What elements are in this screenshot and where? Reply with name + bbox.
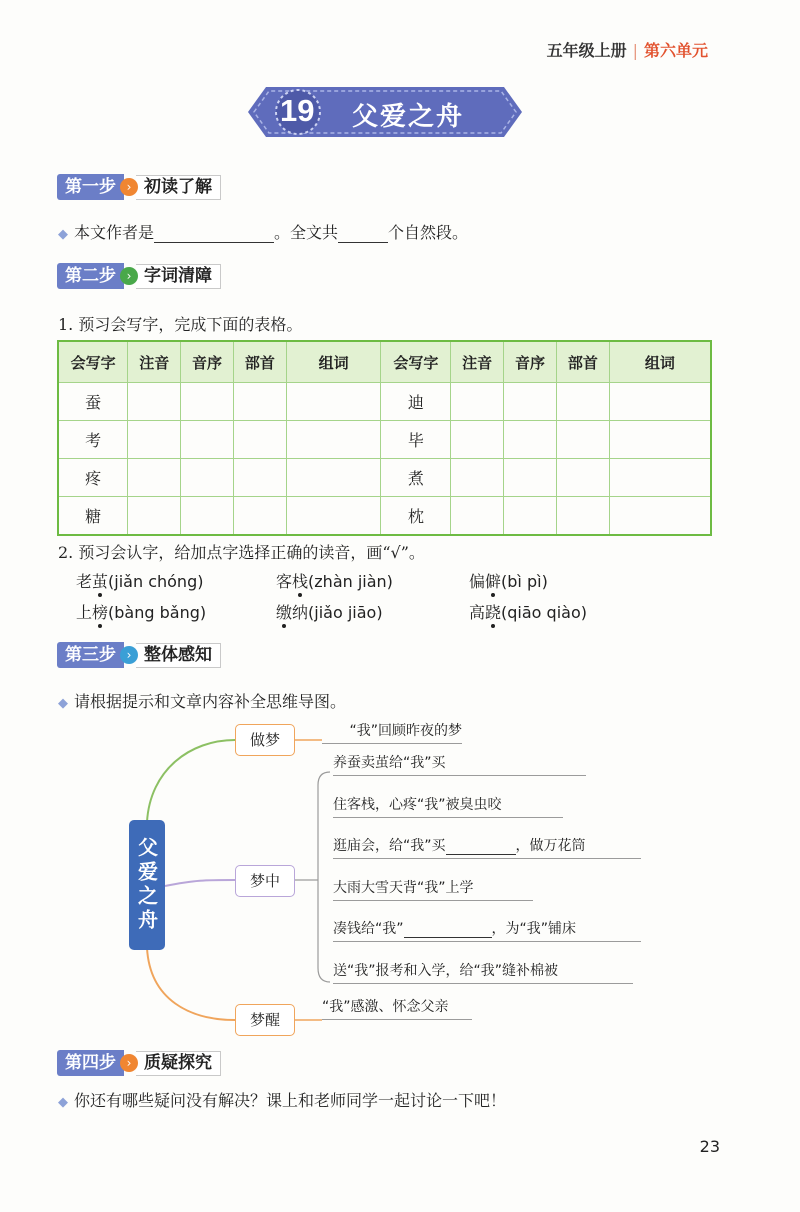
col-header: 音序	[504, 341, 557, 383]
pinyin-options: (jiǎo jiāo)	[308, 603, 383, 622]
char-cell: 枕	[381, 497, 451, 536]
item-text: 养蚕卖茧给“我”买	[333, 755, 446, 771]
fill-blank[interactable]	[446, 758, 538, 772]
item-text: 凑钱给“我”	[333, 921, 404, 937]
diamond-bullet-icon: ◆	[58, 1095, 68, 1110]
char-cell: 迪	[381, 383, 451, 421]
col-header: 部首	[556, 341, 609, 383]
col-header: 会写字	[58, 341, 128, 383]
chevron-right-icon: ›	[120, 646, 138, 664]
dotted-char: 榜	[92, 603, 109, 622]
header-divider: |	[632, 41, 638, 60]
item-text: 送“我”报考和入学，给“我”缝补棉被	[333, 963, 559, 979]
pinyin-options: (jiǎn chóng)	[108, 572, 204, 591]
word-part: 客	[276, 572, 293, 591]
char-cell: 疼	[58, 459, 128, 497]
q-text: 个自然段。	[388, 223, 469, 242]
dotted-char: 僻	[485, 572, 502, 591]
q-text: 。全文共	[274, 223, 339, 242]
step1-title: 初读了解	[136, 175, 221, 200]
diamond-bullet-icon: ◆	[58, 227, 68, 242]
mindmap-item	[333, 794, 563, 818]
word-part: 高	[469, 603, 486, 622]
mindmap-root: 父爱之舟	[129, 820, 165, 950]
step4-title: 质疑探究	[136, 1051, 221, 1076]
item-text: 大雨大雪天背“我”上学	[333, 880, 474, 896]
diamond-bullet-icon: ◆	[58, 696, 68, 711]
step2-title: 字词清障	[136, 264, 221, 289]
instruction-text: 请根据提示和文章内容补全思维导图。	[74, 692, 347, 711]
mindmap-item	[333, 835, 641, 859]
pinyin-options: (bì pì)	[501, 572, 548, 591]
pinyin-options: (bàng bǎng)	[108, 603, 207, 622]
dotted-char: 栈	[292, 572, 309, 591]
lesson-number: 19	[280, 93, 315, 128]
chevron-right-icon: ›	[120, 267, 138, 285]
node-in-dream: 梦中	[235, 865, 295, 897]
step4-text	[58, 1088, 506, 1111]
step4-header	[57, 1050, 221, 1076]
mindmap-item	[333, 752, 586, 776]
fill-blank[interactable]	[446, 840, 516, 855]
word-part: 老	[76, 572, 93, 591]
col-header: 组词	[286, 341, 381, 383]
dotted-char: 缴	[276, 603, 293, 622]
col-header: 注音	[451, 341, 504, 383]
mindmap-item	[333, 960, 633, 984]
fill-blank[interactable]	[404, 923, 492, 938]
step3-title: 整体感知	[136, 643, 221, 668]
word-part: 纳	[292, 603, 309, 622]
grade-label: 五年级上册	[546, 41, 627, 60]
lesson-title: 父爱之舟	[352, 102, 465, 132]
step3-label: 第三步	[57, 642, 124, 668]
col-header: 部首	[233, 341, 286, 383]
item-text: 住客栈，心疼“我”被臭虫咬	[333, 797, 502, 813]
char-cell: 糖	[58, 497, 128, 536]
mindmap-item	[333, 877, 533, 901]
char-cell: 煮	[381, 459, 451, 497]
item-text: ，为“我”铺床	[491, 921, 577, 937]
step1-label: 第一步	[57, 174, 124, 200]
unit-label: 第六单元	[643, 41, 708, 60]
dotted-char: 茧	[92, 572, 109, 591]
step4-label: 第四步	[57, 1050, 124, 1076]
pinyin-options: (qiāo qiào)	[501, 603, 587, 622]
char-cell: 考	[58, 421, 128, 459]
step2-q1: 1. 预习会写字，完成下面的表格。	[58, 315, 303, 334]
prompt-text: 你还有哪些疑问没有解决？课上和老师同学一起讨论一下吧！	[74, 1091, 507, 1110]
word-part: 上	[76, 603, 93, 622]
col-header: 音序	[181, 341, 234, 383]
col-header: 组词	[609, 341, 711, 383]
item-text: 逛庙会，给“我”买	[333, 838, 446, 854]
item-text: ，做万花筒	[515, 838, 586, 854]
pinyin-options: (zhàn jiàn)	[308, 572, 393, 591]
node-dream: 做梦	[235, 724, 295, 756]
page-number: 23	[699, 1137, 720, 1156]
dotted-char: 跷	[485, 603, 502, 622]
char-cell: 蚕	[58, 383, 128, 421]
step2-q2: 2. 预习会认字，给加点字选择正确的读音，画“√”。	[58, 543, 425, 562]
col-header: 注音	[128, 341, 181, 383]
word-part: 偏	[469, 572, 486, 591]
mindmap-item	[333, 918, 641, 942]
col-header: 会写字	[381, 341, 451, 383]
dream-desc: “我”回顾昨夜的梦	[322, 720, 462, 744]
q-text: 本文作者是	[74, 223, 155, 242]
chevron-right-icon: ›	[120, 178, 138, 196]
chevron-right-icon: ›	[120, 1054, 138, 1072]
step2-label: 第二步	[57, 263, 124, 289]
node-wake: 梦醒	[235, 1004, 295, 1036]
char-cell: 毕	[381, 421, 451, 459]
wake-desc: “我”感激、怀念父亲	[322, 996, 472, 1020]
